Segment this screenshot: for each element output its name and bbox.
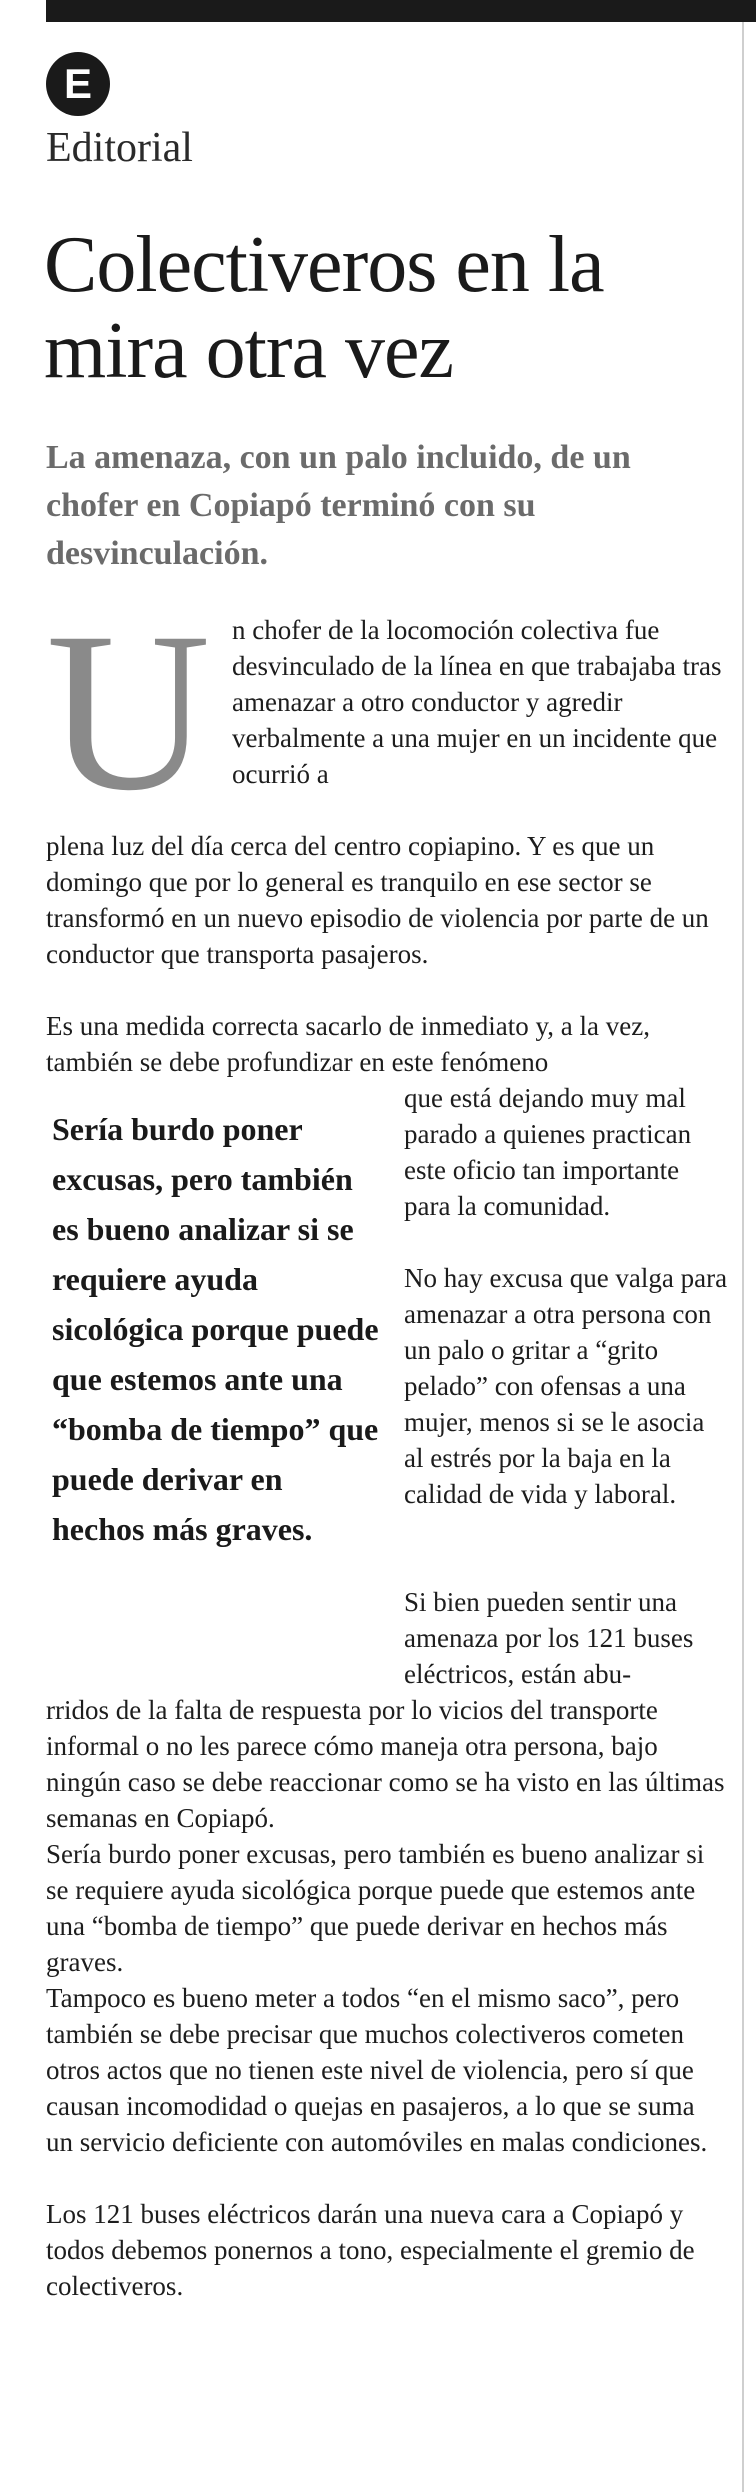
- top-rule: [46, 0, 756, 22]
- paragraph-2-column: que está dejando muy mal parado a quienes practican este oficio tan importante para la comunidad.: [404, 1083, 692, 1221]
- paragraph-4-column: Si bien pueden sentir una amenaza por los 121 buses eléctricos, están abu-: [404, 1587, 694, 1689]
- lead-paragraph-bottom: plena luz del día cerca del centro copiapino. Y es que un domingo que por lo general es tranquilo en ese sector se transformó en un nuevo episodio de violencia por parte de un conductor que transporta pasajeros.: [46, 831, 709, 969]
- lead-paragraph-top: n chofer de la locomoción colectiva fue desvinculado de la línea en que trabajaba tras amenazar a otro conductor y agredir verbalmente a una mujer en un incidente que ocurrió a: [232, 615, 722, 789]
- pull-quote: Sería burdo poner excusas, pero también es bueno analizar si se requiere ayuda sicológica porque puede que estemos ante una “bomba de tiempo” que puede derivar en hechos más graves.: [52, 1111, 379, 1547]
- paragraph-3: No hay excusa que valga para amenazar a otra persona con un palo o gritar a “grito pelado” con ofensas a una mujer, menos si se le asocia al estrés por la baja en la calidad de vida y laboral.: [404, 1263, 728, 1509]
- paragraph-4-bottom: rridos de la falta de respuesta por lo vicios del transporte informal o no les parece cómo maneja otra persona, bajo ningún caso se debe reaccionar como se ha visto en las últimas semanas en Copiapó.: [46, 1695, 725, 1833]
- paragraph-2-top: Es una medida correcta sacarlo de inmediato y, a la vez, también se debe profundizar en este fenómeno: [46, 1011, 650, 1077]
- deck-subtitle: La amenaza, con un palo incluido, de un chofer en Copiapó terminó con su desvinculación.: [46, 439, 631, 572]
- editorial-badge-icon: E: [46, 52, 110, 116]
- drop-cap: U: [46, 586, 211, 838]
- paragraph-5: Sería burdo poner excusas, pero también es bueno analizar si se requiere ayuda sicológica porque puede que estemos ante una “bomba de tiempo” que puede derivar en hechos más graves.: [46, 1839, 705, 1977]
- right-column-rule: [742, 22, 744, 2492]
- paragraph-6: Tampoco es bueno meter a todos “en el mismo saco”, pero también se debe precisar que muchos colectiveros cometen otros actos que no tienen este nivel de violencia, pero sí que causan incomodidad o quejas en pasajeros, a lo que se suma un servicio deficiente con automóviles en malas condiciones.: [46, 1983, 708, 2157]
- section-label: Editorial: [46, 125, 193, 171]
- headline: Colectiveros en la mira otra vez: [44, 221, 604, 395]
- paragraph-7: Los 121 buses eléctricos darán una nueva cara a Copiapó y todos debemos ponernos a tono, especialmente el gremio de colectiveros.: [46, 2199, 695, 2301]
